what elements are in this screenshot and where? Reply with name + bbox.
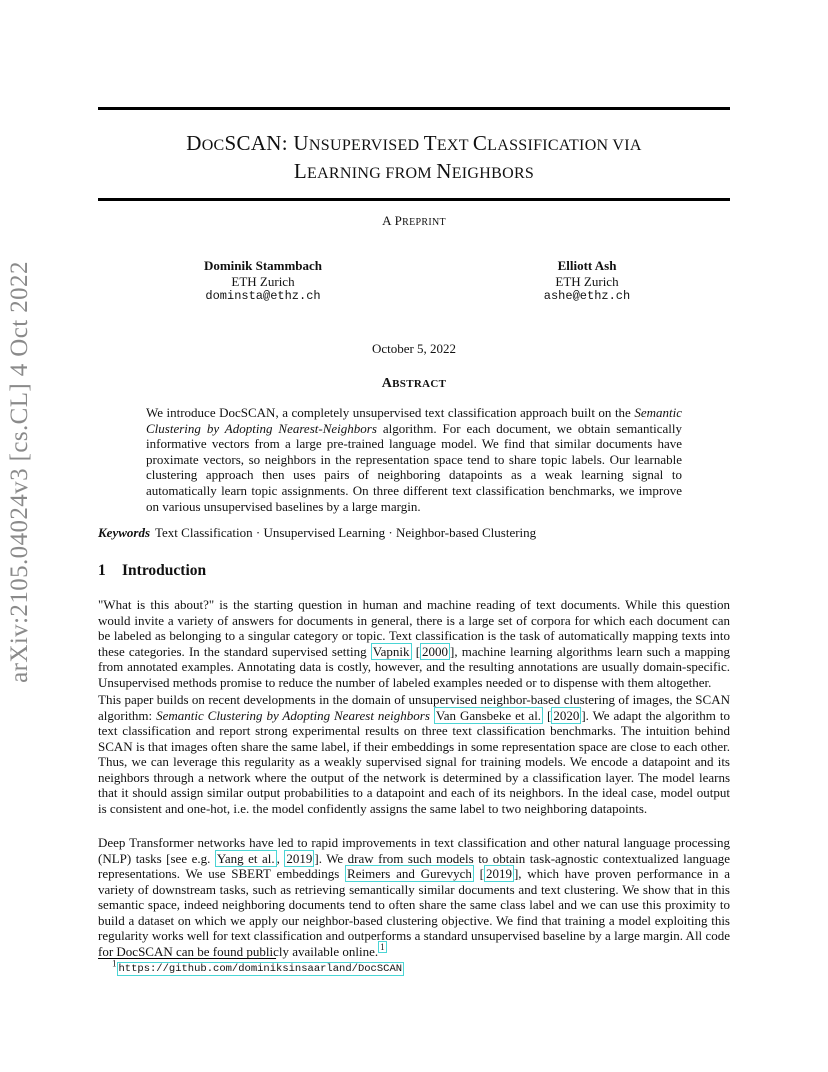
author-email: dominsta@ethz.ch	[205, 289, 321, 303]
intro-paragraph-2: This paper builds on recent developments in the domain of unsupervised neighbor-based clustering of images, the SCAN algorithm: Semantic Clustering by Adopting Nearest neighbors Van Gansbeke et al. [ 2020 ]. We adapt the algorithm to text classification and report strong experimental results on three text classification benchmarks. The intuition behind SCAN is that images often share the same label, if their embeddings in some representation space are close to each other. Thus, we can leverage this regularity as a weakly supervised signal for training models. We encode a datapoint and its neighbors through a network where the output of the network is determined by a classification layer. The model learns that it should assign similar output probabilities to a datapoint and each of its neighbors. In the ideal case, model output is consistent and one-hot, i.e. the model confidently assigns the same label to two neighboring datapoints.	[98, 692, 730, 816]
footnote-url-link[interactable]: https://github.com/dominiksinsaarland/DocSCAN	[118, 963, 403, 975]
keywords-label: Keywords	[98, 525, 150, 540]
keywords	[98, 525, 730, 541]
keywords-list: Text Classification · Unsupervised Learning · Neighbor-based Clustering	[155, 525, 537, 540]
author-block-1	[163, 258, 363, 305]
citation-link[interactable]: Yang et al.	[216, 850, 275, 866]
citation-year-link[interactable]: 2019	[485, 866, 512, 881]
paper-title-line-1: DOCSCAN: UNSUPERVISED TEXT CLASSIFICATION VIA	[186, 131, 642, 155]
arxiv-sidebar	[0, 0, 42, 1072]
citation-year-link[interactable]: 2019	[286, 850, 313, 866]
author-email: ashe@ethz.ch	[543, 289, 631, 303]
paper-title-line-2: LEARNING FROM NEIGHBORS	[293, 159, 535, 183]
footnote-marker-link[interactable]: 1	[380, 942, 385, 953]
footnote-rule	[98, 958, 276, 959]
author-affiliation: ETH Zurich	[555, 273, 619, 289]
author-block-2	[487, 258, 687, 305]
author-affiliation: ETH Zurich	[231, 273, 295, 289]
citation-year-link[interactable]: 2000	[422, 643, 449, 659]
citation-link[interactable]: Reimers and Gurevych	[347, 866, 472, 881]
intro-paragraph-3: Deep Transformer networks have led to rapid improvements in text classification and other natural language processing (NLP) tasks [see e.g. Yang et al. , 2019 ]. We draw from such models to obtain task-agnostic contextualized language representations. We use SBERT embeddings Reimers and Gurevych [ 2019 ], which have proven performance in a variety of downstream tasks, such as retrieving semantically similar documents and text clustering. We show that in this semantic space, indeed neighboring documents tend to often share the same class label and we can use this proximity to build a dataset on which we apply our neighbor-based clustering objective. We find that training a model exploiting this regularity works well for text classification and outperforms a standard unsupervised baseline by a large margin. All code for DocSCAN can be found publicly available online. $^1$	[98, 835, 731, 959]
footnote	[112, 958, 404, 975]
publication-date: October 5, 2022	[371, 341, 457, 356]
abstract-text: We introduce DocSCAN, a completely unsupervised text classification approach built on the Semantic Clustering by Adopting Nearest-Neighbors algorithm. For each document, we obtain semantically informative vectors from a large pre-trained language model. We find that similar documents have proximate vectors, so neighbors in the representation space tend to share topic labels. Our learnable clustering approach then uses pairs of neighboring datapoints as a weak learning signal to automatically learn topic assignments. On three different text classification benchmarks, we improve on various unsupervised baselines by a large margin.	[146, 405, 682, 514]
footnote-mark: 1	[112, 958, 117, 969]
intro-paragraph-1: "What is this about?" is the starting question in human and machine reading of text documents. While this question would invite a variety of answers for documents in general, there is a large set of corpora for which each document can be labeled as belonging to a singular category or topic. Text classification is the task of automatically mapping texts into these categories. In the standard supervised setting Vapnik [ 2000 ], machine learning algorithms learn such a mapping from annotated examples. Annotating data is costly, however, and the resulting annotations are usually domain-specific. Unsupervised methods promise to reduce the number of labeled examples needed or to dispense with them altogether.	[98, 597, 730, 690]
section-heading-introduction	[98, 562, 206, 580]
author-name: Dominik Stammbach	[203, 258, 323, 273]
section-number: 1	[98, 562, 106, 579]
citation-link[interactable]: Vapnik	[372, 643, 410, 659]
citation-year-link[interactable]: 2020	[553, 707, 580, 723]
preprint-label: A PREPRINT	[382, 213, 446, 228]
title-rule-top	[98, 107, 730, 110]
section-title: Introduction	[122, 562, 207, 579]
abstract-heading: ABSTRACT	[381, 376, 447, 391]
arxiv-identifier: arXiv:2105.04024v3 [cs.CL] 4 Oct 2022	[6, 261, 33, 683]
citation-link[interactable]: Van Gansbeke et al.	[435, 707, 542, 723]
author-name: Elliott Ash	[557, 258, 617, 273]
title-rule-bottom	[98, 198, 730, 201]
